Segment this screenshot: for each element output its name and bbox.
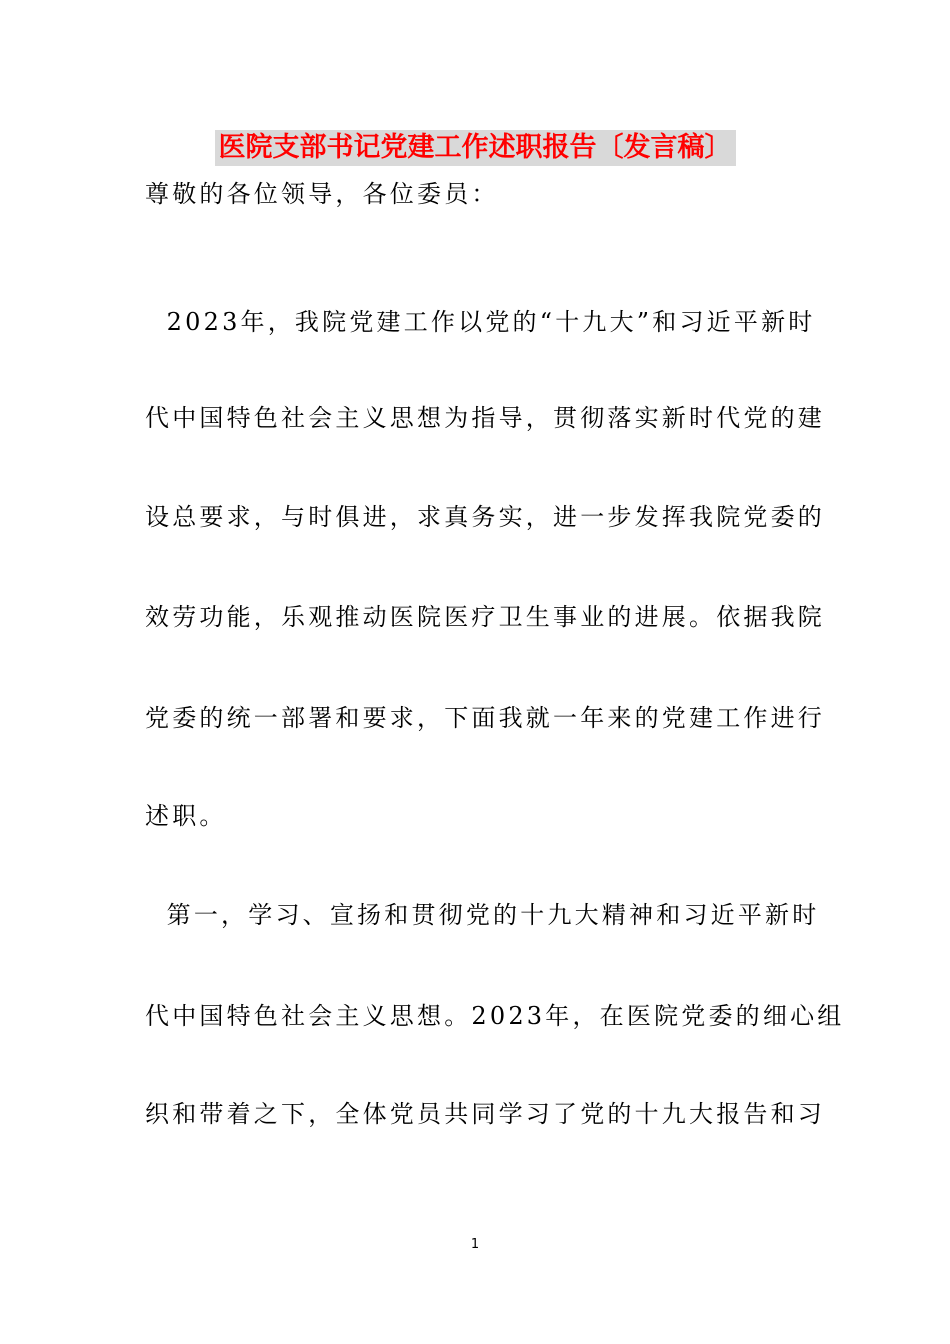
body-line-9: 织和带着之下，全体党员共同学习了党的十九大报告和习: [145, 1100, 825, 1128]
body-line-2: 代中国特色社会主义思想为指导，贯彻落实新时代党的建: [145, 404, 825, 432]
body-line-6: 述职。: [145, 802, 227, 830]
body-line-4: 效劳功能，乐观推动医院医疗卫生事业的进展。依据我院: [145, 603, 825, 631]
body-line-7: 第一，学习、宣扬和贯彻党的十九大精神和习近平新时: [145, 901, 820, 929]
body-line-8: 代中国特色社会主义思想。2023年，在医院党委的细心组: [145, 1002, 845, 1030]
salutation-line: 尊敬的各位领导，各位委员：: [145, 180, 499, 208]
body-line-5: 党委的统一部署和要求，下面我就一年来的党建工作进行: [145, 704, 825, 732]
page-number: 1: [470, 1237, 480, 1252]
title-container: [0, 130, 950, 166]
body-line-3: 设总要求，与时俱进，求真务实，进一步发挥我院党委的: [145, 503, 825, 531]
body-line-1: 2023年，我院党建工作以党的“十九大”和习近平新时: [145, 308, 816, 336]
document-title: 医院支部书记党建工作述职报告〔发言稿〕: [215, 130, 736, 166]
